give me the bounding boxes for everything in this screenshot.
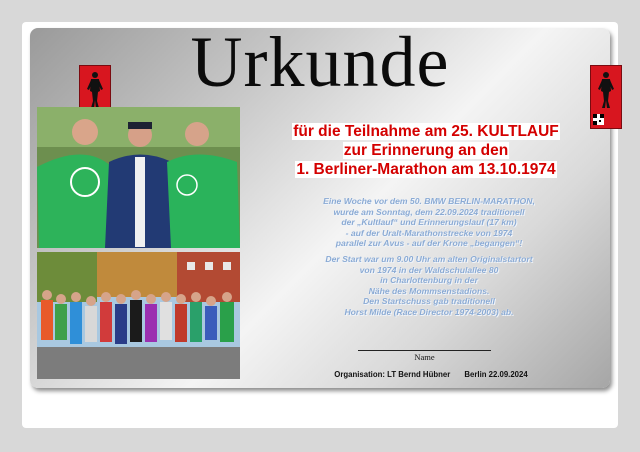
- description-line: in Charlottenburg in der: [380, 275, 478, 286]
- runner-icon: [596, 71, 616, 109]
- headline-line: für die Teilnahme am 25. KULTLAUF: [293, 123, 559, 140]
- organisation-text: Organisation: LT Bernd Hübner: [334, 370, 451, 379]
- description-line: von 1974 in der Waldschulallee 80: [359, 264, 499, 275]
- runner-logo-right: [590, 65, 622, 129]
- event-description: [285, 196, 573, 249]
- description-line: der „Kultlauf“ und Erinnerungslauf (17 km): [341, 217, 517, 228]
- name-signature-line: [358, 350, 491, 351]
- three-senior-runners-photo: [37, 107, 240, 248]
- description-line: - auf der Uralt-Marathonstrecke von 1974: [345, 227, 513, 238]
- certificate-headline: [262, 122, 590, 179]
- description-line: wurde am Sonntag, dem 22.09.2024 traditionell: [333, 206, 525, 217]
- certificate-title: Urkunde: [190, 22, 450, 102]
- name-label: Name: [414, 352, 435, 362]
- description-line: Der Start war um 9.00 Uhr am alten Originalstartort: [325, 254, 533, 264]
- place-date-text: Berlin 22.09.2024: [464, 370, 528, 379]
- organisation-footer: [300, 370, 562, 379]
- description-line: Eine Woche vor dem 50. BMW BERLIN-MARATHON,: [323, 196, 535, 206]
- description-line: Horst Milde (Race Director 1974-2003) ab.: [344, 306, 514, 317]
- qr-code-icon: [593, 114, 604, 125]
- description-line: parallel zur Avus - auf der Krone „begangen“!: [335, 238, 523, 249]
- start-description: [285, 254, 573, 318]
- headline-line: zur Erinnerung an den: [343, 142, 509, 159]
- runners-group-start-photo: [37, 252, 240, 379]
- description-line: Nähe des Mommsenstadions.: [368, 285, 490, 296]
- headline-line: 1. Berliner-Marathon am 13.10.1974: [296, 161, 556, 178]
- description-line: Den Startschuss gab traditionell: [363, 296, 495, 307]
